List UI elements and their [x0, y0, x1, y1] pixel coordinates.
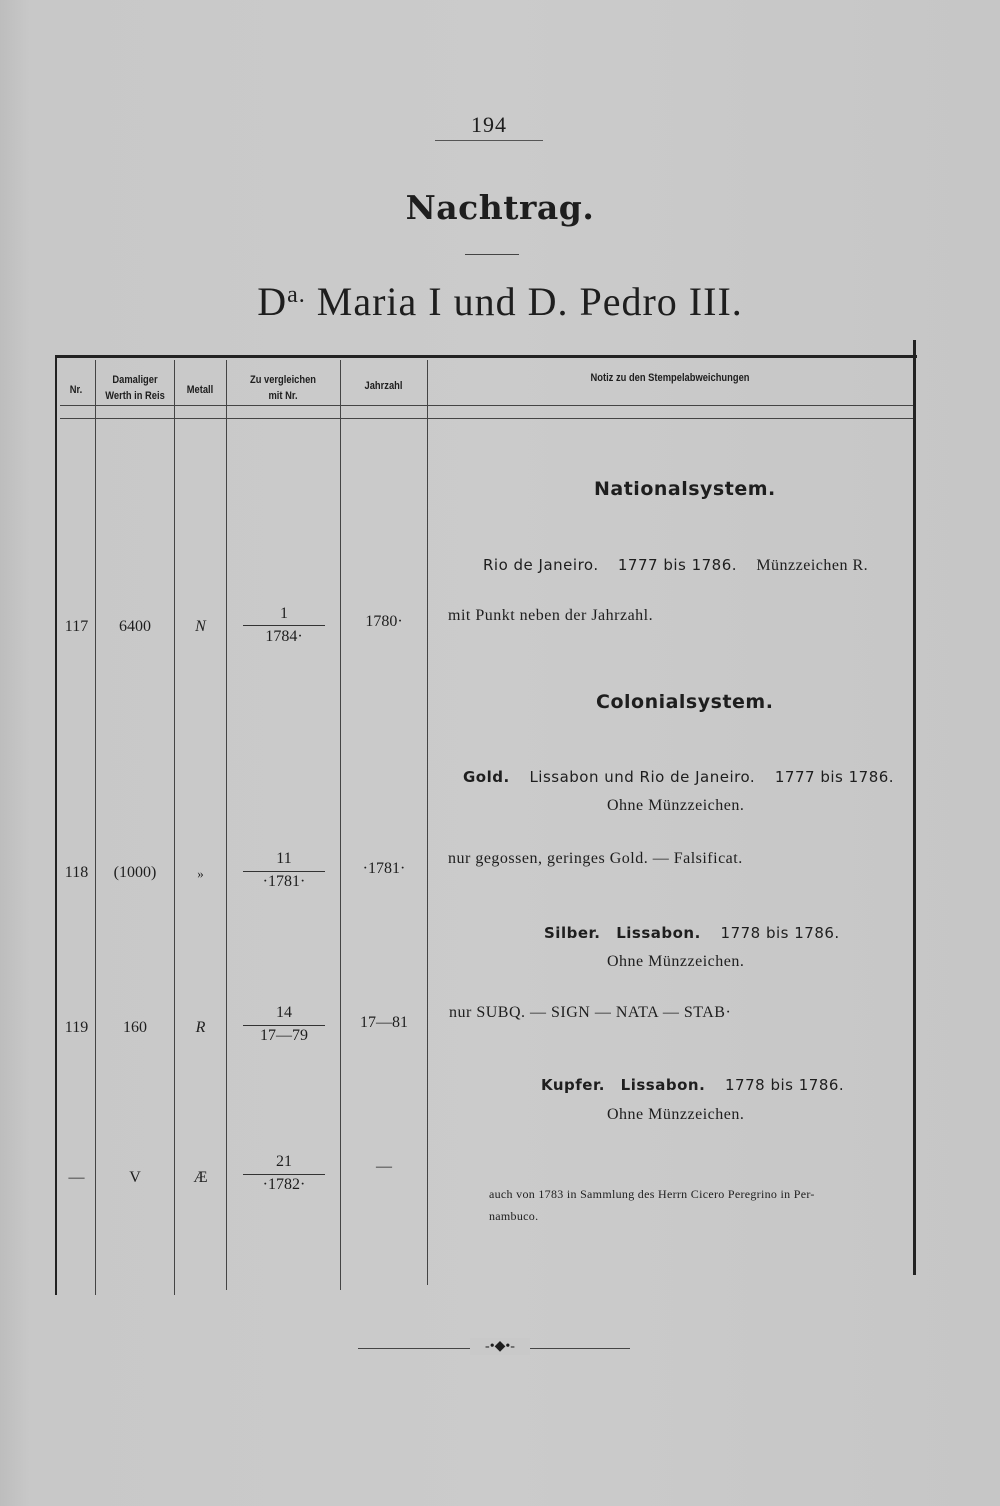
ornament-icon: -•◆•-: [470, 1338, 530, 1355]
row-118-jahr: ·1781·: [362, 860, 406, 877]
page-title: Nachtrag.: [405, 188, 595, 227]
kupfer-label: Kupfer.: [541, 1076, 605, 1094]
header-vergleichen-line1: Zu vergleichen: [249, 374, 316, 386]
row-118-wert: (1000): [113, 864, 157, 881]
silber-label: Silber.: [544, 924, 601, 942]
header-vergleichen: [235, 372, 332, 404]
row-4-wert: V: [129, 1169, 141, 1186]
subtitle-rest: Maria I und D. Pedro III.: [305, 279, 743, 324]
section-heading-colonial: Colonialsystem.: [596, 691, 774, 713]
header-vergleichen-line2: mit Nr.: [268, 390, 298, 402]
kupfer-subheading: [541, 1076, 844, 1094]
row-118-compare-num: 11: [276, 850, 292, 867]
column-divider: [226, 360, 227, 1290]
row-119-notiz: nur SUBQ. — SIGN — NATA — STAB·: [449, 1004, 732, 1021]
row-119-wert: 160: [123, 1019, 147, 1036]
row-118-compare-den: ·1781·: [262, 873, 306, 890]
kupfer-mark: Ohne Münzzeichen.: [607, 1106, 745, 1123]
row-4-compare-den: ·1782·: [262, 1176, 306, 1193]
national-mark: Münzzeichen R.: [756, 557, 869, 574]
silber-years: 1778 bis 1786.: [720, 924, 840, 942]
row-118-notiz: nur gegossen, geringes Gold. — Falsificat.: [448, 850, 743, 867]
header-metall: Metall: [186, 384, 214, 396]
row-117-compare-num: 1: [280, 605, 288, 622]
row-119-compare-num: 14: [276, 1004, 292, 1021]
national-place: Rio de Janeiro.: [483, 556, 599, 574]
header-wert-line2: Werth in Reis: [105, 390, 165, 402]
header-wert-line1: Damaliger: [112, 374, 158, 386]
row-4-notiz-line1: auch von 1783 in Sammlung des Herrn Cicero Peregrino in Per-: [489, 1187, 815, 1201]
fraction-bar: [243, 625, 325, 626]
national-subheading: [483, 556, 868, 575]
header-notiz: Notiz zu den Stempelabweichungen: [590, 372, 750, 384]
column-divider: [340, 360, 341, 1290]
row-117-notiz: mit Punkt neben der Jahrzahl.: [448, 607, 654, 624]
row-4-nr: —: [68, 1169, 85, 1186]
subtitle-superscript: a.: [287, 282, 306, 308]
table-left-border: [55, 355, 57, 1295]
column-divider: [427, 360, 428, 1285]
silber-mark: Ohne Münzzeichen.: [607, 953, 745, 970]
header-rule: [60, 405, 913, 406]
national-years: 1777 bis 1786.: [617, 556, 738, 574]
page-number: 194: [435, 112, 543, 141]
gold-mark: Ohne Münzzeichen.: [607, 797, 745, 814]
table-right-border: [913, 340, 916, 1275]
row-117-wert: 6400: [119, 618, 151, 635]
table-top-border: [55, 355, 917, 358]
column-divider: [174, 360, 175, 1295]
gold-label: Gold.: [463, 768, 510, 786]
silber-place: Lissabon.: [616, 924, 701, 942]
row-4-compare-num: 21: [276, 1153, 292, 1170]
row-118-metall: »: [197, 866, 204, 881]
row-4-metall: Æ: [193, 1169, 208, 1186]
row-119-compare-den: 17—79: [260, 1027, 308, 1044]
row-119-nr: 119: [64, 1019, 89, 1036]
header-wert: [101, 372, 169, 404]
row-4-notiz: [489, 1183, 909, 1227]
row-117-metall: N: [195, 618, 206, 635]
gold-subheading: [463, 768, 894, 786]
subtitle-prefix: D: [257, 279, 288, 324]
gold-place: Lissabon und Rio de Janeiro.: [529, 768, 756, 786]
header-jahrzahl: Jahrzahl: [364, 380, 403, 392]
section-heading-national: Nationalsystem.: [594, 478, 776, 500]
kupfer-place: Lissabon.: [620, 1076, 706, 1094]
page-subtitle: [0, 278, 1000, 325]
kupfer-years: 1778 bis 1786.: [725, 1076, 845, 1094]
fraction-bar: [243, 871, 325, 872]
gold-years: 1777 bis 1786.: [774, 768, 895, 786]
title-divider: [465, 254, 519, 255]
row-118-nr: 118: [64, 864, 89, 881]
row-119-jahr: 17—81: [360, 1014, 408, 1031]
header-rule-lower: [60, 418, 913, 419]
fraction-bar: [243, 1174, 325, 1175]
row-4-notiz-line2: nambuco.: [489, 1209, 539, 1223]
row-119-metall: R: [195, 1019, 206, 1036]
row-117-nr: 117: [64, 618, 89, 635]
silber-subheading: [544, 924, 840, 942]
row-117-compare-den: 1784·: [265, 628, 303, 645]
row-4-jahr: —: [376, 1158, 392, 1175]
header-nr: Nr.: [69, 384, 83, 396]
row-117-jahr: 1780·: [365, 613, 403, 630]
fraction-bar: [243, 1025, 325, 1026]
column-divider: [95, 360, 96, 1295]
